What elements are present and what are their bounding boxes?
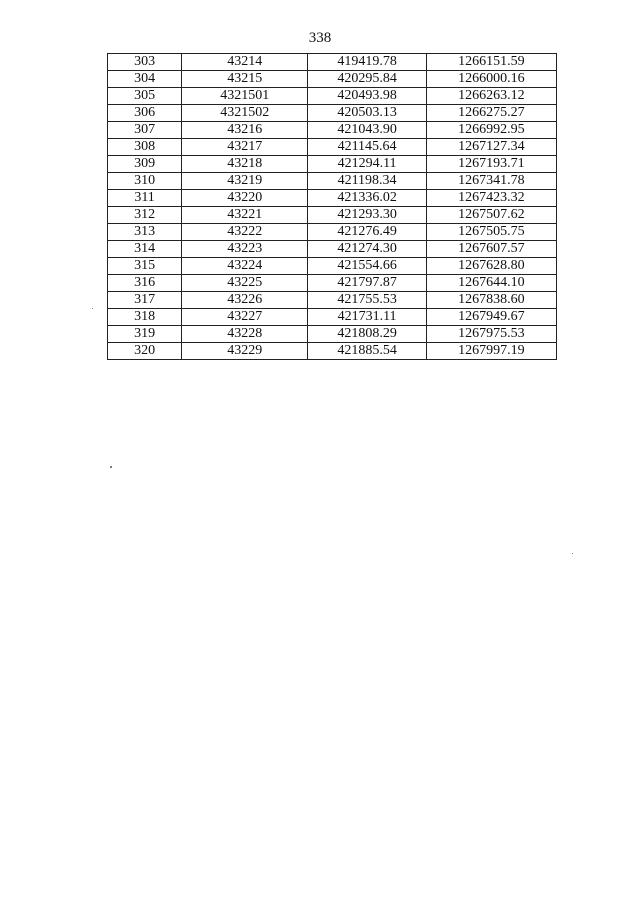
point-id-cell: 43223: [182, 241, 308, 258]
y-coordinate-cell: 1267838.60: [426, 292, 556, 309]
point-id-cell: 43227: [182, 309, 308, 326]
row-number-cell: 310: [108, 173, 182, 190]
x-coordinate-cell: 421043.90: [308, 122, 426, 139]
table-row: [108, 292, 557, 309]
point-id-cell: 43215: [182, 71, 308, 88]
y-coordinate-cell: 1267193.71: [426, 156, 556, 173]
scan-speck: [572, 553, 573, 554]
x-coordinate-cell: 421276.49: [308, 224, 426, 241]
x-coordinate-cell: 421293.30: [308, 207, 426, 224]
y-coordinate-cell: 1266275.27: [426, 105, 556, 122]
x-coordinate-cell: 421274.30: [308, 241, 426, 258]
x-coordinate-cell: 419419.78: [308, 54, 426, 71]
point-id-cell: 43226: [182, 292, 308, 309]
y-coordinate-cell: 1267628.80: [426, 258, 556, 275]
y-coordinate-cell: 1267507.62: [426, 207, 556, 224]
row-number-cell: 303: [108, 54, 182, 71]
row-number-cell: 313: [108, 224, 182, 241]
x-coordinate-cell: 421336.02: [308, 190, 426, 207]
row-number-cell: 307: [108, 122, 182, 139]
y-coordinate-cell: 1266992.95: [426, 122, 556, 139]
x-coordinate-cell: 420493.98: [308, 88, 426, 105]
row-number-cell: 317: [108, 292, 182, 309]
point-id-cell: 43221: [182, 207, 308, 224]
table-row: [108, 207, 557, 224]
row-number-cell: 312: [108, 207, 182, 224]
row-number-cell: 319: [108, 326, 182, 343]
point-id-cell: 43214: [182, 54, 308, 71]
point-id-cell: 43228: [182, 326, 308, 343]
x-coordinate-cell: 421145.64: [308, 139, 426, 156]
x-coordinate-cell: 421797.87: [308, 275, 426, 292]
point-id-cell: 43217: [182, 139, 308, 156]
table-row: [108, 71, 557, 88]
row-number-cell: 314: [108, 241, 182, 258]
table-row: [108, 224, 557, 241]
y-coordinate-cell: 1267949.67: [426, 309, 556, 326]
row-number-cell: 305: [108, 88, 182, 105]
table-row: [108, 326, 557, 343]
row-number-cell: 308: [108, 139, 182, 156]
x-coordinate-cell: 421554.66: [308, 258, 426, 275]
x-coordinate-cell: 421731.11: [308, 309, 426, 326]
x-coordinate-cell: 420503.13: [308, 105, 426, 122]
y-coordinate-cell: 1267341.78: [426, 173, 556, 190]
table-row: [108, 173, 557, 190]
point-id-cell: 43216: [182, 122, 308, 139]
table-row: [108, 258, 557, 275]
point-id-cell: 43224: [182, 258, 308, 275]
point-id-cell: 4321501: [182, 88, 308, 105]
x-coordinate-cell: 421755.53: [308, 292, 426, 309]
table-row: [108, 122, 557, 139]
y-coordinate-cell: 1267975.53: [426, 326, 556, 343]
coordinates-table: [107, 53, 557, 360]
y-coordinate-cell: 1267607.57: [426, 241, 556, 258]
table-row: [108, 54, 557, 71]
row-number-cell: 311: [108, 190, 182, 207]
y-coordinate-cell: 1266151.59: [426, 54, 556, 71]
x-coordinate-cell: 420295.84: [308, 71, 426, 88]
page-number: 338: [308, 30, 332, 46]
row-number-cell: 315: [108, 258, 182, 275]
table-row: [108, 190, 557, 207]
row-number-cell: 316: [108, 275, 182, 292]
y-coordinate-cell: 1267505.75: [426, 224, 556, 241]
y-coordinate-cell: 1267644.10: [426, 275, 556, 292]
x-coordinate-cell: 421808.29: [308, 326, 426, 343]
row-number-cell: 320: [108, 343, 182, 360]
x-coordinate-cell: 421885.54: [308, 343, 426, 360]
table-row: [108, 241, 557, 258]
point-id-cell: 43225: [182, 275, 308, 292]
point-id-cell: 43218: [182, 156, 308, 173]
coordinates-table-body: [108, 54, 557, 360]
row-number-cell: 309: [108, 156, 182, 173]
scan-speck: [110, 466, 112, 468]
table-row: [108, 105, 557, 122]
y-coordinate-cell: 1267997.19: [426, 343, 556, 360]
x-coordinate-cell: 421294.11: [308, 156, 426, 173]
scan-speck: [92, 308, 93, 309]
y-coordinate-cell: 1267127.34: [426, 139, 556, 156]
y-coordinate-cell: 1266263.12: [426, 88, 556, 105]
table-row: [108, 88, 557, 105]
x-coordinate-cell: 421198.34: [308, 173, 426, 190]
row-number-cell: 318: [108, 309, 182, 326]
table-row: [108, 156, 557, 173]
point-id-cell: 4321502: [182, 105, 308, 122]
row-number-cell: 304: [108, 71, 182, 88]
y-coordinate-cell: 1267423.32: [426, 190, 556, 207]
y-coordinate-cell: 1266000.16: [426, 71, 556, 88]
table-row: [108, 139, 557, 156]
table-row: [108, 275, 557, 292]
point-id-cell: 43219: [182, 173, 308, 190]
point-id-cell: 43222: [182, 224, 308, 241]
row-number-cell: 306: [108, 105, 182, 122]
table-row: [108, 309, 557, 326]
point-id-cell: 43229: [182, 343, 308, 360]
table-row: [108, 343, 557, 360]
point-id-cell: 43220: [182, 190, 308, 207]
